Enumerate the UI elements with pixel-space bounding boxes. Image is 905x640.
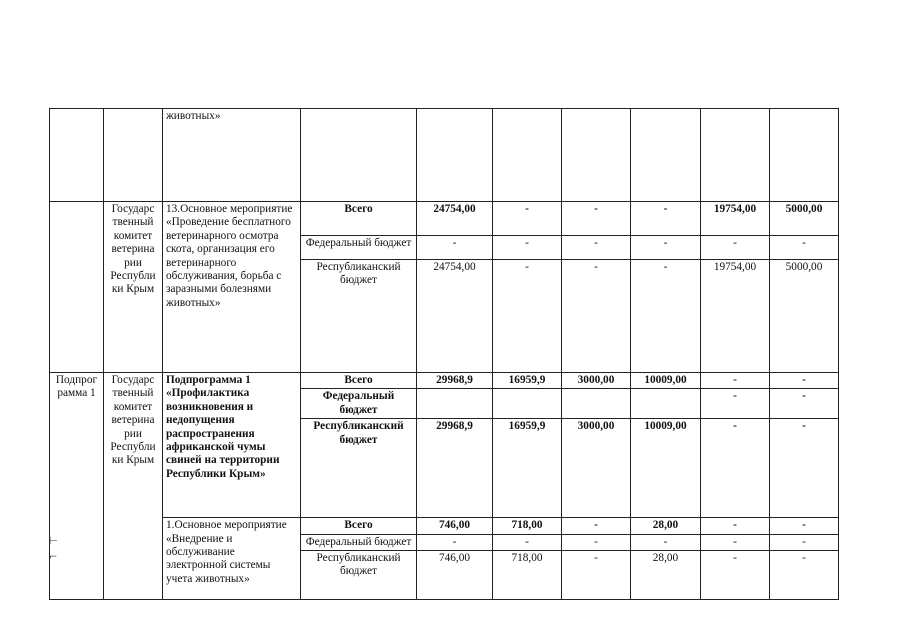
value-cell: - <box>493 202 562 236</box>
value-cell: - <box>770 518 839 534</box>
value-cell: 19754,00 <box>701 260 770 373</box>
source-cell: Республиканский бюджет <box>301 260 417 373</box>
value-cell: 24754,00 <box>417 260 493 373</box>
table-row <box>50 109 839 202</box>
value-cell <box>493 389 562 419</box>
source-cell: Федеральный бюджет <box>301 534 417 550</box>
source-cell: Республиканский бюджет <box>301 551 417 600</box>
value-cell: 3000,00 <box>562 419 631 518</box>
value-cell: - <box>770 551 839 600</box>
value-cell <box>631 109 701 202</box>
value-cell: - <box>701 389 770 419</box>
budget-table <box>49 108 839 600</box>
value-cell: 29968,9 <box>417 419 493 518</box>
source-cell: Республиканский бюджет <box>301 419 417 518</box>
executor-cell: Государс твенный комитет ветерина рии Республи ки Крым <box>104 373 163 600</box>
value-cell: - <box>770 373 839 389</box>
value-cell: 746,00 <box>417 551 493 600</box>
value-cell: - <box>701 551 770 600</box>
value-cell: - <box>417 236 493 260</box>
status-cell <box>50 202 104 373</box>
value-cell: - <box>562 551 631 600</box>
margin-mark: ⌐ <box>49 552 58 563</box>
source-cell: Федеральный бюджет <box>301 236 417 260</box>
value-cell: 29968,9 <box>417 373 493 389</box>
value-cell: - <box>562 236 631 260</box>
value-cell: 16959,9 <box>493 419 562 518</box>
value-cell: 10009,00 <box>631 419 701 518</box>
value-cell: - <box>631 236 701 260</box>
value-cell: 718,00 <box>493 551 562 600</box>
value-cell: 24754,00 <box>417 202 493 236</box>
value-cell <box>770 109 839 202</box>
value-cell <box>417 109 493 202</box>
table-row <box>50 518 839 534</box>
value-cell: - <box>562 202 631 236</box>
activity-cell: животных» <box>163 109 301 202</box>
margin-mark: ⊢ <box>49 536 58 547</box>
value-cell: - <box>493 260 562 373</box>
executor-cell <box>104 109 163 202</box>
table-row <box>50 202 839 236</box>
value-cell: - <box>631 260 701 373</box>
value-cell <box>562 389 631 419</box>
value-cell: 5000,00 <box>770 202 839 236</box>
value-cell: - <box>701 373 770 389</box>
activity-cell: 13.Основное мероприятие «Проведение бесплатного ветеринарного осмотра скота, организация его ветеринарного обслуживания, борьба с заразными болезнями животных» <box>163 202 301 373</box>
value-cell: - <box>770 236 839 260</box>
value-cell: - <box>562 260 631 373</box>
source-cell: Федеральный бюджет <box>301 389 417 419</box>
executor-cell: Государс твенный комитет ветерина рии Республи ки Крым <box>104 202 163 373</box>
status-cell: Подпрог рамма 1 <box>50 373 104 600</box>
value-cell: 3000,00 <box>562 373 631 389</box>
activity-cell: 1.Основное мероприятие «Внедрение и обслуживание электронной системы учета животных» <box>163 518 301 600</box>
value-cell <box>493 109 562 202</box>
value-cell: 19754,00 <box>701 202 770 236</box>
value-cell: - <box>701 419 770 518</box>
table-row <box>50 373 839 389</box>
value-cell: - <box>701 518 770 534</box>
value-cell: 10009,00 <box>631 373 701 389</box>
value-cell: - <box>631 534 701 550</box>
value-cell <box>417 389 493 419</box>
value-cell <box>631 389 701 419</box>
value-cell: - <box>770 389 839 419</box>
value-cell: - <box>770 419 839 518</box>
value-cell: - <box>493 236 562 260</box>
value-cell: 718,00 <box>493 518 562 534</box>
value-cell <box>562 109 631 202</box>
value-cell: - <box>770 534 839 550</box>
value-cell: - <box>701 534 770 550</box>
value-cell: - <box>631 202 701 236</box>
source-cell: Всего <box>301 373 417 389</box>
value-cell: 28,00 <box>631 551 701 600</box>
activity-cell: Подпрограмма 1 «Профилактика возникновения и недопущения распространения африканской чумы свиней на территории Республики Крым» <box>163 373 301 518</box>
value-cell: 5000,00 <box>770 260 839 373</box>
source-cell: Всего <box>301 202 417 236</box>
value-cell: 16959,9 <box>493 373 562 389</box>
value-cell: - <box>701 236 770 260</box>
value-cell: 746,00 <box>417 518 493 534</box>
status-cell <box>50 109 104 202</box>
value-cell: - <box>417 534 493 550</box>
value-cell: 28,00 <box>631 518 701 534</box>
value-cell: - <box>562 518 631 534</box>
source-cell: Всего <box>301 518 417 534</box>
value-cell: - <box>493 534 562 550</box>
value-cell: - <box>562 534 631 550</box>
value-cell <box>701 109 770 202</box>
value-cell <box>301 109 417 202</box>
